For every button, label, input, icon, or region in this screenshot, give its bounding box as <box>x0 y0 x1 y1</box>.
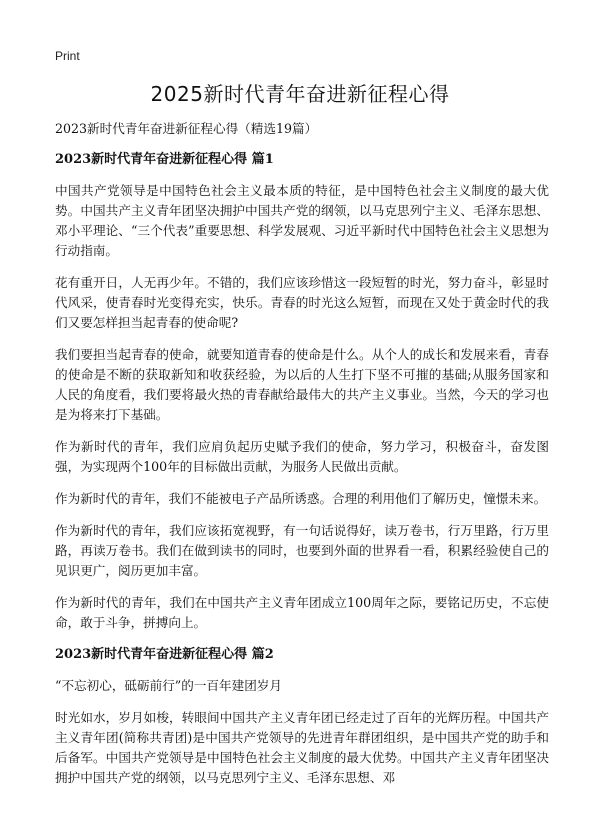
section-heading: 2023新时代青年奋进新征程心得 篇1 <box>55 152 274 167</box>
paragraph: 中国共产党领导是中国特色社会主义最本质的特征，是中国特色社会主义制度的最大优势。中国共产主义青年团坚决拥护中国共产党的纲领，以马克思列宁主义、毛泽东思想、邓小平理论、“三个代表”重要思想、科学发展观、习近平新时代中国特色社会主义思想为行动指南。 <box>55 183 549 258</box>
section-2 <box>55 645 549 788</box>
paragraph: 作为新时代的青年，我们不能被电子产品所诱惑。合理的利用他们了解历史，憧憬未来。 <box>55 491 547 506</box>
paragraph: 时光如水，岁月如梭，转眼间中国共产主义青年团已经走过了百年的光辉历程。中国共产主义青年团(简称共青团)是中国共产党领导的先进青年群团组织，是中国共产党的助手和后备军。中国共产党领导是中国特色社会主义制度的最大优势。中国共产主义青年团坚决拥护中国共产党的纲领，以马克思列宁主义、毛泽东思想、邓 <box>55 710 549 785</box>
section-heading: 2023新时代青年奋进新征程心得 篇2 <box>55 647 274 662</box>
document-title: 2025新时代青年奋进新征程心得 <box>150 82 450 106</box>
paragraph: 作为新时代的青年，我们在中国共产主义青年团成立100周年之际，要铭记历史，不忘使命，敢于斗争，拼搏向上。 <box>55 595 549 630</box>
document-body <box>55 119 549 800</box>
paragraph: “不忘初心，砥砺前行”的一百年建团岁月 <box>55 678 282 693</box>
paragraph: 作为新时代的青年，我们应肩负起历史赋予我们的使命，努力学习，积极奋斗，奋发图强，为实现两个100年的目标做出贡献，为服务人民做出贡献。 <box>55 439 549 474</box>
section-1 <box>55 150 549 633</box>
paragraph: 我们要担当起青春的使命，就要知道青春的使命是什么。从个人的成长和发展来看，青春的使命是不断的获取新知和收获经验，为以后的人生打下坚不可摧的基础;从服务国家和人民的角度看，我们要将最火热的青春献给最伟大的共产主义事业。当然，今天的学习也是为将来打下基础。 <box>55 347 549 422</box>
print-link[interactable]: Print <box>55 49 80 63</box>
paragraph: 花有重开日，人无再少年。不错的，我们应该珍惜这一段短暂的时光，努力奋斗，彰显时代风采，使青春时光变得充实，快乐。青春的时光这么短暂，而现在又处于黄金时代的我们又要怎样担当起青春的使命呢? <box>55 275 549 330</box>
document-subtitle: 2023新时代青年奋进新征程心得（精选19篇） <box>55 121 318 136</box>
paragraph: 作为新时代的青年，我们应该拓宽视野，有一句话说得好，读万卷书，行万里路，行万里路，再读万卷书。我们在做到读书的同时，也要到外面的世界看一看，积累经验使自己的见识更广，阅历更加丰富。 <box>55 523 549 578</box>
